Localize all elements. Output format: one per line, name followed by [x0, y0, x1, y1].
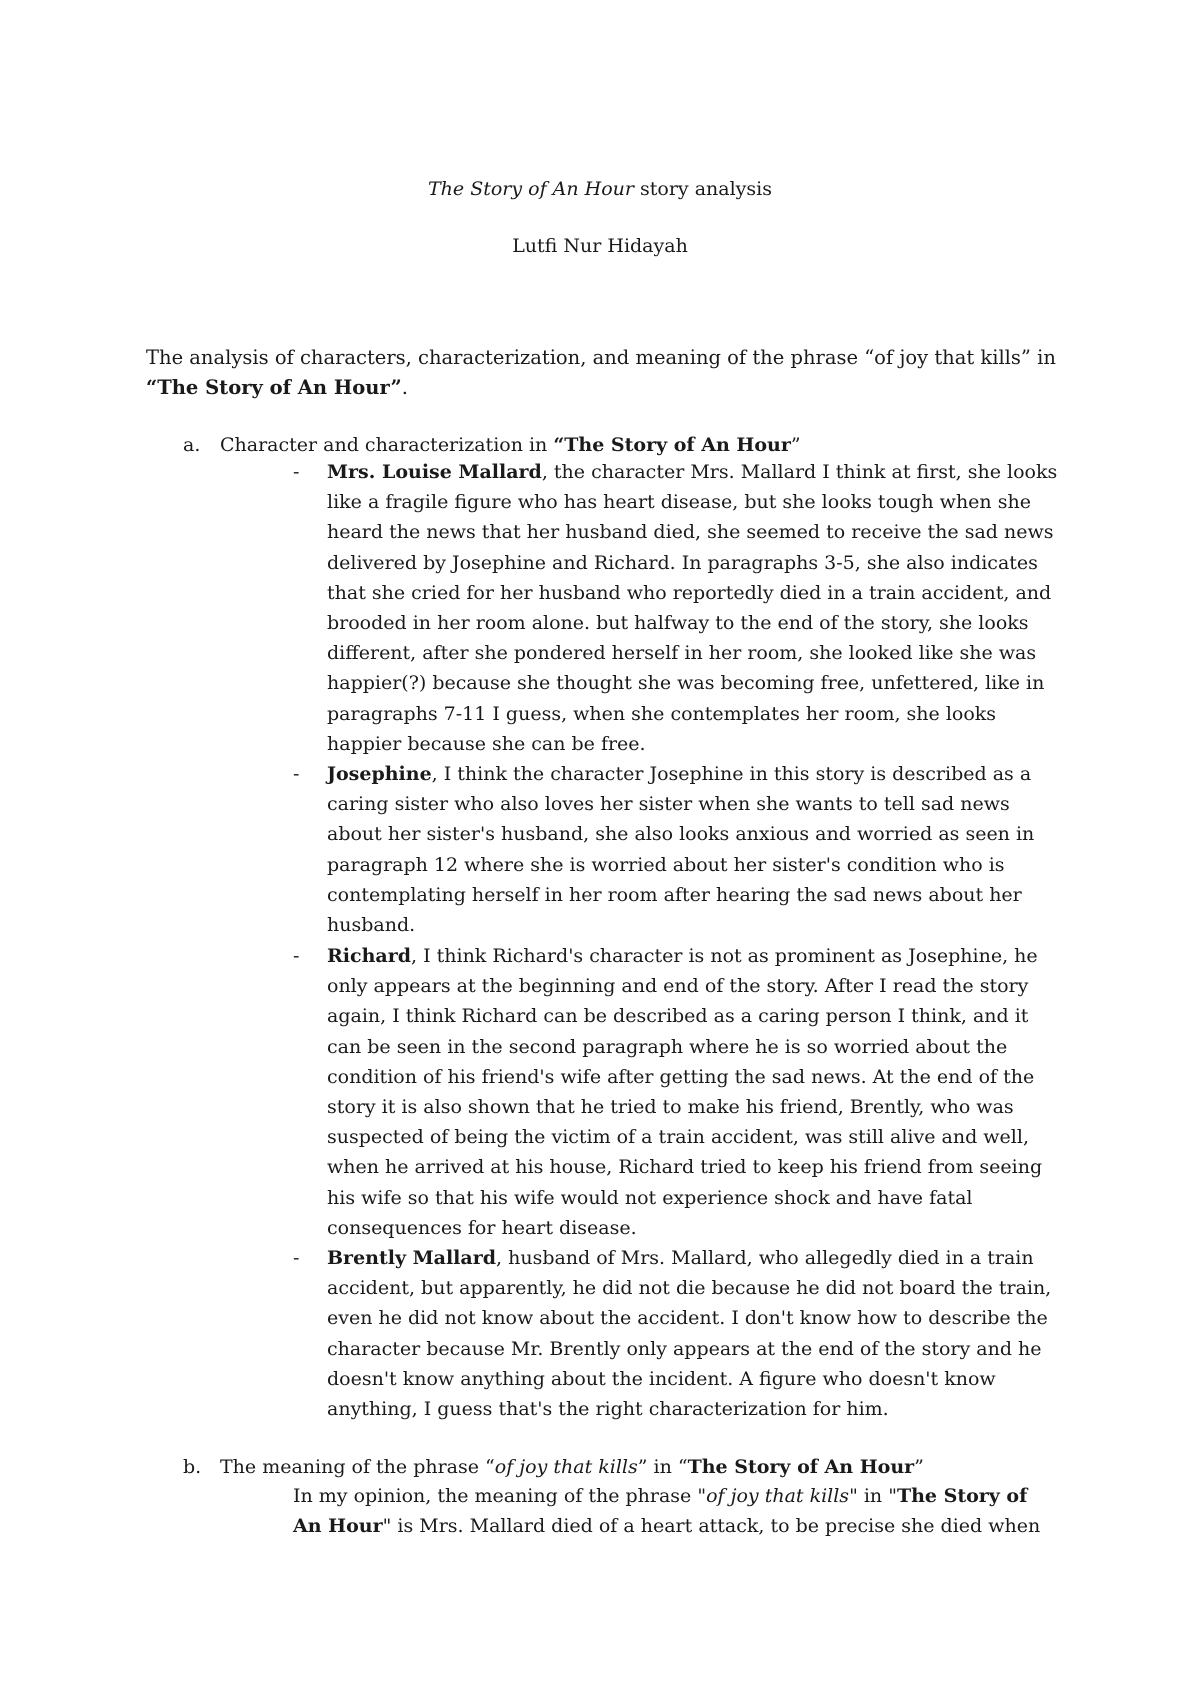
item-line: caring sister who also loves her sister when she wants to tell sad news [327, 793, 1010, 816]
character-item-richard [327, 941, 1067, 1243]
section-a-heading-bold: “The Story of An Hour [553, 434, 791, 456]
item-line: brooded in her room alone. but halfway to the end of the story, she looks [327, 612, 1029, 635]
item-line: happier(?) because she thought she was becoming free, unfettered, like in [327, 672, 1045, 695]
item-line: consequences for heart disease. [327, 1216, 637, 1239]
section-a-heading [220, 431, 801, 459]
section-a-heading-text: Character and characterization in [220, 434, 554, 456]
item-line [327, 759, 1067, 789]
intro-line-2 [146, 373, 1066, 403]
item-text: , husband of Mrs. Mallard, who allegedly died in a train [496, 1247, 1034, 1269]
item-line: again, I think Richard can be described as a caring person I think, and it [327, 1005, 1029, 1028]
author-name: Lutfi Nur Hidayah [512, 235, 688, 257]
item-line: heard the news that her husband died, she seemed to receive the sad news [327, 521, 1054, 544]
section-a-marker: a. [183, 434, 201, 456]
character-name: Josephine [327, 763, 432, 785]
list-dash: - [293, 945, 300, 967]
item-line: like a fragile figure who has heart disease, but she looks tough when she [327, 491, 1031, 514]
item-line: only appears at the beginning and end of the story. After I read the story [327, 975, 1029, 998]
item-line: happier because she can be free. [327, 732, 646, 755]
item-line [327, 457, 1067, 487]
item-line: anything, I guess that's the right characterization for him. [327, 1398, 889, 1421]
body-text: " in " [849, 1485, 897, 1507]
list-dash: - [293, 763, 300, 785]
item-line: accident, but apparently, he did not die because he did not board the train, [327, 1277, 1052, 1300]
item-line: character because Mr. Brently only appears at the end of the story and he [327, 1337, 1042, 1360]
intro-period: . [401, 376, 408, 399]
item-line [327, 941, 1067, 971]
title-italic: The Story of An Hour [428, 178, 634, 200]
item-text: , the character Mrs. Mallard I think at first, she looks [541, 461, 1058, 483]
item-line: about her sister's husband, she also looks anxious and worried as seen in [327, 823, 1035, 846]
section-b-heading-mid: ” in “ [637, 1456, 688, 1478]
item-line: his wife so that his wife would not experience shock and have fatal [327, 1186, 973, 1209]
item-text: , I think Richard's character is not as prominent as Josephine, he [411, 945, 1038, 967]
item-line: different, after she pondered herself in her room, she looked like she was [327, 642, 1037, 665]
item-line: when he arrived at his house, Richard tried to keep his friend from seeing [327, 1156, 1043, 1179]
character-name: Richard [327, 945, 411, 967]
section-b-body [293, 1481, 1073, 1541]
section-b-heading-text: The meaning of the phrase “ [220, 1456, 495, 1478]
character-item-louise [327, 457, 1067, 759]
item-line: delivered by Josephine and Richard. In paragraphs 3-5, she also indicates [327, 551, 1038, 574]
section-b-heading-italic: of joy that kills [494, 1456, 638, 1478]
item-line: paragraph 12 where she is worried about her sister's condition who is [327, 853, 1005, 876]
body-text: " is Mrs. Mallard died of a heart attack, to be precise she died when [382, 1515, 1041, 1537]
item-line: even he did not know about the accident. I don't know how to describe the [327, 1307, 1048, 1330]
intro-story-title: “The Story of An Hour” [146, 376, 402, 399]
character-item-josephine [327, 759, 1067, 940]
list-dash: - [293, 1247, 300, 1269]
item-line: that she cried for her husband who reportedly died in a train accident, and [327, 581, 1052, 604]
intro-paragraph [146, 343, 1066, 403]
item-line [327, 1243, 1067, 1273]
body-bold: The Story of [896, 1485, 1028, 1507]
character-name: Brently Mallard [327, 1247, 497, 1269]
body-italic: of joy that kills [706, 1485, 850, 1507]
item-line: husband. [327, 914, 416, 937]
character-item-brently [327, 1243, 1067, 1424]
item-line: can be seen in the second paragraph where he is so worried about the [327, 1035, 1008, 1058]
character-name: Mrs. Louise Mallard [327, 461, 542, 483]
body-text: In my opinion, the meaning of the phrase " [293, 1485, 707, 1507]
section-b-body-line-2 [293, 1511, 1073, 1541]
document-title [0, 176, 1200, 202]
body-bold: An Hour [293, 1515, 383, 1537]
list-dash: - [293, 461, 300, 483]
intro-line-1: The analysis of characters, characterization, and meaning of the phrase “of joy that kills” in [146, 346, 1056, 369]
section-b-heading-bold: The Story of An Hour [687, 1456, 915, 1478]
section-b-body-line-1 [293, 1481, 1073, 1511]
section-a-heading-end: ” [790, 434, 801, 456]
section-b-marker: b. [183, 1456, 202, 1478]
section-b-heading [220, 1453, 924, 1481]
title-rest: story analysis [633, 178, 772, 200]
item-line: paragraphs 7-11 I guess, when she contemplates her room, she looks [327, 702, 997, 725]
item-line: contemplating herself in her room after hearing the sad news about her [327, 883, 1022, 906]
item-text: , I think the character Josephine in this story is described as a [431, 763, 1032, 785]
item-line: condition of his friend's wife after getting the sad news. At the end of the [327, 1065, 1035, 1088]
item-line: story it is also shown that he tried to make his friend, Brently, who was [327, 1096, 1014, 1119]
section-b-heading-end: ” [914, 1456, 924, 1478]
item-line: doesn't know anything about the incident. A figure who doesn't know [327, 1367, 996, 1390]
item-line: suspected of being the victim of a train accident, was still alive and well, [327, 1126, 1029, 1149]
